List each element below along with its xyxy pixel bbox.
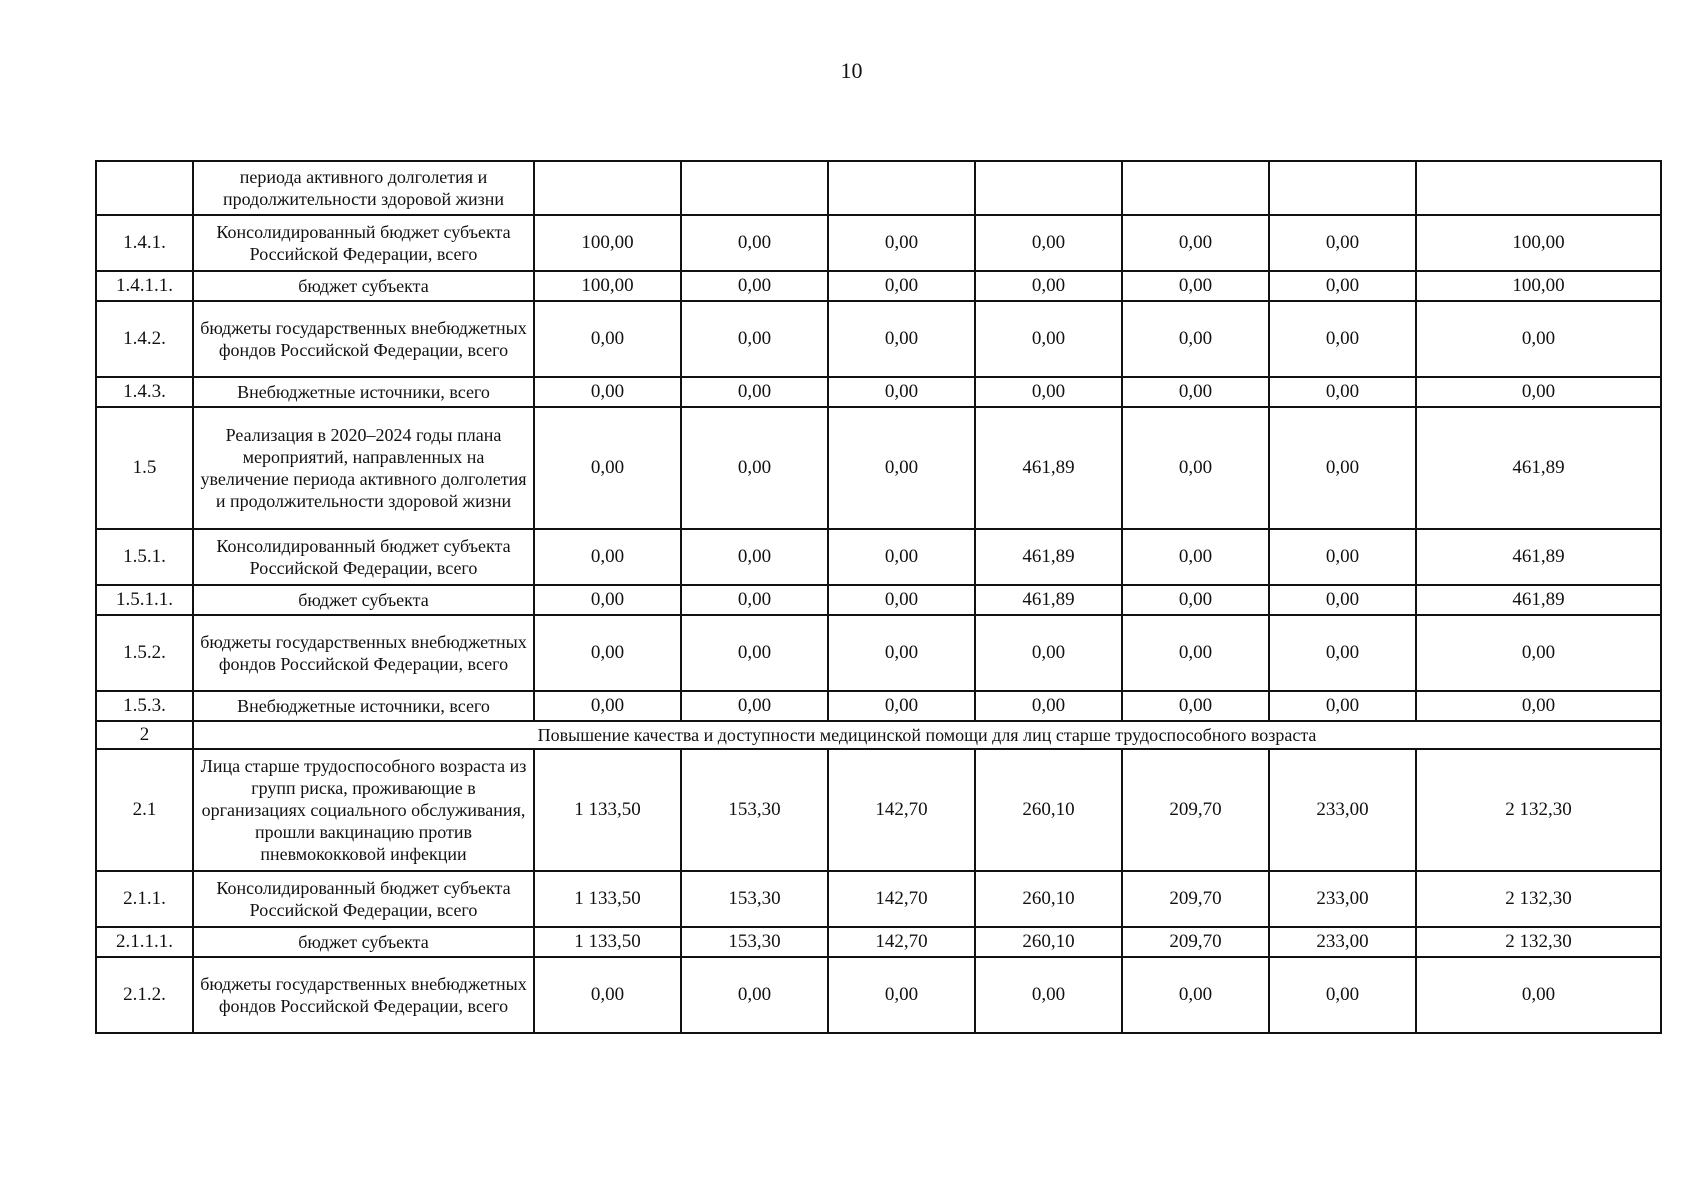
value-cell: 0,00 xyxy=(828,957,975,1033)
value-cell: 0,00 xyxy=(534,407,681,529)
section-row xyxy=(96,721,1661,749)
row-description: Лица старше трудоспособного возраста из групп риска, проживающие в организациях социального обслуживания, прошли вакцинацию против пневмококковой инфекции xyxy=(193,749,534,871)
value-cell: 0,00 xyxy=(1269,529,1416,585)
value-cell: 0,00 xyxy=(828,691,975,721)
value-cell: 1 133,50 xyxy=(534,871,681,927)
value-cell: 0,00 xyxy=(1122,585,1269,615)
table-row xyxy=(96,215,1661,271)
value-cell: 2 132,30 xyxy=(1416,749,1661,871)
value-cell xyxy=(975,161,1122,215)
value-cell: 233,00 xyxy=(1269,749,1416,871)
page-number: 10 xyxy=(840,58,863,83)
table-row xyxy=(96,529,1661,585)
value-cell: 461,89 xyxy=(975,585,1122,615)
table-row xyxy=(96,927,1661,957)
value-cell: 0,00 xyxy=(975,215,1122,271)
table-row xyxy=(96,615,1661,691)
value-cell: 100,00 xyxy=(1416,215,1661,271)
value-cell: 0,00 xyxy=(975,301,1122,377)
row-description: периода активного долголетия и продолжительности здоровой жизни xyxy=(193,161,534,215)
row-description: бюджет субъекта xyxy=(193,271,534,301)
value-cell: 260,10 xyxy=(975,927,1122,957)
value-cell xyxy=(681,161,828,215)
row-description: Внебюджетные источники, всего xyxy=(193,691,534,721)
row-description: бюджеты государственных внебюджетных фондов Российской Федерации, всего xyxy=(193,301,534,377)
value-cell: 0,00 xyxy=(681,615,828,691)
value-cell: 209,70 xyxy=(1122,871,1269,927)
row-description: бюджет субъекта xyxy=(193,585,534,615)
row-code: 1.4.2. xyxy=(96,301,193,377)
value-cell: 461,89 xyxy=(975,407,1122,529)
value-cell: 461,89 xyxy=(1416,585,1661,615)
value-cell: 0,00 xyxy=(975,615,1122,691)
row-code: 1.4.1.1. xyxy=(96,271,193,301)
value-cell: 0,00 xyxy=(681,529,828,585)
value-cell: 0,00 xyxy=(1416,957,1661,1033)
value-cell: 0,00 xyxy=(1122,215,1269,271)
value-cell: 461,89 xyxy=(975,529,1122,585)
value-cell: 0,00 xyxy=(681,301,828,377)
value-cell: 100,00 xyxy=(1416,271,1661,301)
row-code: 1.5.1.1. xyxy=(96,585,193,615)
value-cell: 2 132,30 xyxy=(1416,927,1661,957)
value-cell: 100,00 xyxy=(534,215,681,271)
value-cell: 0,00 xyxy=(1416,377,1661,407)
value-cell: 0,00 xyxy=(1122,407,1269,529)
value-cell: 0,00 xyxy=(975,691,1122,721)
value-cell: 0,00 xyxy=(1269,691,1416,721)
row-description: Реализация в 2020–2024 годы плана мероприятий, направленных на увеличение периода активного долголетия и продолжительности здоровой жизни xyxy=(193,407,534,529)
table-row xyxy=(96,749,1661,871)
value-cell: 209,70 xyxy=(1122,749,1269,871)
value-cell: 0,00 xyxy=(681,271,828,301)
row-code: 1.4.3. xyxy=(96,377,193,407)
value-cell: 461,89 xyxy=(1416,407,1661,529)
table-row xyxy=(96,691,1661,721)
value-cell: 0,00 xyxy=(975,957,1122,1033)
value-cell: 0,00 xyxy=(534,377,681,407)
value-cell: 0,00 xyxy=(1416,691,1661,721)
value-cell: 0,00 xyxy=(1269,585,1416,615)
value-cell xyxy=(1269,161,1416,215)
value-cell: 0,00 xyxy=(1269,377,1416,407)
value-cell: 0,00 xyxy=(534,301,681,377)
table-row xyxy=(96,871,1661,927)
table-row xyxy=(96,271,1661,301)
row-code: 1.5.2. xyxy=(96,615,193,691)
value-cell: 153,30 xyxy=(681,871,828,927)
value-cell: 0,00 xyxy=(681,215,828,271)
value-cell xyxy=(534,161,681,215)
value-cell: 0,00 xyxy=(1122,615,1269,691)
value-cell: 0,00 xyxy=(534,585,681,615)
value-cell: 0,00 xyxy=(828,271,975,301)
value-cell: 0,00 xyxy=(828,529,975,585)
row-code: 2.1.1.1. xyxy=(96,927,193,957)
value-cell: 233,00 xyxy=(1269,927,1416,957)
value-cell xyxy=(1416,161,1661,215)
value-cell: 153,30 xyxy=(681,927,828,957)
value-cell: 0,00 xyxy=(681,691,828,721)
row-description: Консолидированный бюджет субъекта Российской Федерации, всего xyxy=(193,529,534,585)
value-cell: 0,00 xyxy=(1122,271,1269,301)
value-cell xyxy=(1122,161,1269,215)
value-cell: 461,89 xyxy=(1416,529,1661,585)
value-cell: 0,00 xyxy=(1269,215,1416,271)
row-description: Консолидированный бюджет субъекта Российской Федерации, всего xyxy=(193,871,534,927)
row-code: 1.5 xyxy=(96,407,193,529)
value-cell: 0,00 xyxy=(1269,615,1416,691)
row-code: 2.1.1. xyxy=(96,871,193,927)
value-cell: 2 132,30 xyxy=(1416,871,1661,927)
value-cell: 0,00 xyxy=(828,377,975,407)
value-cell: 0,00 xyxy=(1416,301,1661,377)
table-row xyxy=(96,407,1661,529)
value-cell: 0,00 xyxy=(1269,407,1416,529)
value-cell: 0,00 xyxy=(1122,957,1269,1033)
table-row xyxy=(96,377,1661,407)
value-cell: 0,00 xyxy=(1122,529,1269,585)
value-cell: 0,00 xyxy=(828,215,975,271)
value-cell: 0,00 xyxy=(681,377,828,407)
budget-table xyxy=(95,160,1662,1034)
value-cell: 0,00 xyxy=(1416,615,1661,691)
value-cell: 1 133,50 xyxy=(534,927,681,957)
value-cell: 260,10 xyxy=(975,749,1122,871)
value-cell: 0,00 xyxy=(828,301,975,377)
row-code: 1.4.1. xyxy=(96,215,193,271)
value-cell: 100,00 xyxy=(534,271,681,301)
value-cell: 0,00 xyxy=(681,585,828,615)
value-cell: 0,00 xyxy=(1269,957,1416,1033)
row-code: 2.1 xyxy=(96,749,193,871)
value-cell: 0,00 xyxy=(1269,301,1416,377)
value-cell: 142,70 xyxy=(828,927,975,957)
value-cell: 209,70 xyxy=(1122,927,1269,957)
value-cell: 0,00 xyxy=(975,377,1122,407)
row-description: бюджеты государственных внебюджетных фондов Российской Федерации, всего xyxy=(193,957,534,1033)
value-cell: 233,00 xyxy=(1269,871,1416,927)
value-cell: 0,00 xyxy=(828,407,975,529)
value-cell: 0,00 xyxy=(534,957,681,1033)
row-description: бюджет субъекта xyxy=(193,927,534,957)
value-cell: 0,00 xyxy=(1122,301,1269,377)
value-cell: 1 133,50 xyxy=(534,749,681,871)
table-row xyxy=(96,585,1661,615)
value-cell: 0,00 xyxy=(1122,377,1269,407)
row-code: 1.5.1. xyxy=(96,529,193,585)
row-code: 2.1.2. xyxy=(96,957,193,1033)
value-cell: 0,00 xyxy=(534,529,681,585)
value-cell: 0,00 xyxy=(975,271,1122,301)
value-cell: 0,00 xyxy=(534,615,681,691)
value-cell: 0,00 xyxy=(828,585,975,615)
row-code: 1.5.3. xyxy=(96,691,193,721)
value-cell: 0,00 xyxy=(1269,271,1416,301)
value-cell: 260,10 xyxy=(975,871,1122,927)
table-row xyxy=(96,957,1661,1033)
value-cell: 0,00 xyxy=(534,691,681,721)
row-code xyxy=(96,161,193,215)
section-title: Повышение качества и доступности медицинской помощи для лиц старше трудоспособного возраста xyxy=(193,721,1661,749)
row-description: бюджеты государственных внебюджетных фондов Российской Федерации, всего xyxy=(193,615,534,691)
value-cell: 0,00 xyxy=(681,957,828,1033)
row-description: Внебюджетные источники, всего xyxy=(193,377,534,407)
value-cell: 153,30 xyxy=(681,749,828,871)
row-description: Консолидированный бюджет субъекта Российской Федерации, всего xyxy=(193,215,534,271)
value-cell: 142,70 xyxy=(828,871,975,927)
section-code: 2 xyxy=(96,721,193,749)
value-cell: 0,00 xyxy=(1122,691,1269,721)
table-row xyxy=(96,161,1661,215)
value-cell: 142,70 xyxy=(828,749,975,871)
table-row xyxy=(96,301,1661,377)
value-cell: 0,00 xyxy=(681,407,828,529)
value-cell: 0,00 xyxy=(828,615,975,691)
value-cell xyxy=(828,161,975,215)
